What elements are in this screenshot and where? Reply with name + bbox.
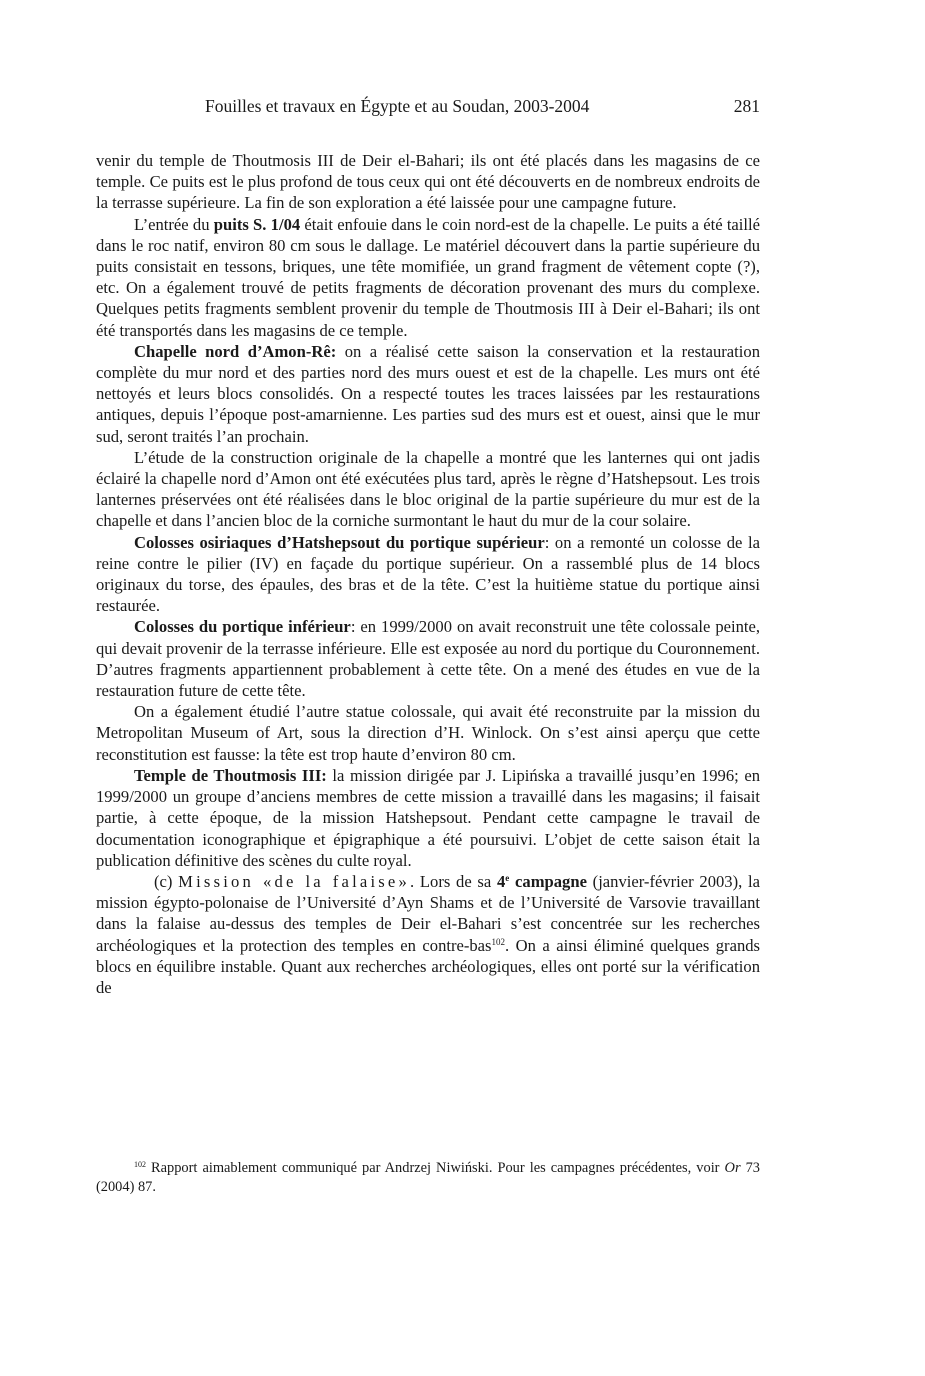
paragraph-statue-colossale: On a également étudié l’autre statue colossale, qui avait été reconstruite par la mission du Metropolitan Museum of Art, sous la direction d’H. Winlock. On s’est ainsi aperçu que cette reconstitution est fausse: la tête est trop haute d’environ 80 cm. (96, 702, 760, 764)
paragraph-mission-falaise: (c) Mission «de la falaise». Lors de sa 4e campagne (janvier-février 2003), la mission égypto-polonaise de l’Université d’Ayn Shams et de l’Université de Varsovie travaillant dans la falaise au-dessus des temples de Deir el-Bahari s’est concentrée sur les recherches archéologiques et la protection des temples en contre-bas$^{102}$. On a ainsi éliminé quelques grands blocs en équilibre instable. Quant aux recherches archéologiques, elles ont porté sur la vérification de (96, 871, 760, 997)
paragraph-colosses-osiriaques: Colosses osiriaques d’Hatshepsout du portique supérieur: on a remonté un colosse de la reine contre le pilier (IV) en façade du portique supérieur. On a rassemblé plus de 14 blocs originaux du torse, des épaules, des bras et de la tête. C’est la huitième statue du portique ainsi restaurée. (96, 532, 760, 616)
paragraph-lanternes: L’étude de la construction originale de la chapelle a montré que les lanternes qui ont jadis éclairé la chapelle nord d’Amon ont été exécutées plus tard, après le règne d’Hatshepsout. Les trois lanternes préservées ont été réalisées dans le bloc original de la partie supérieure du mur est de la chapelle et dans l’ancien bloc de la corniche surmontant le haut du mur de la cour solaire. (96, 447, 760, 531)
heading-colosses-osiriaques: Colosses osiriaques d’Hatshepsout du portique supérieur (134, 532, 545, 552)
running-head (205, 94, 760, 118)
paragraph-chapelle: Chapelle nord d’Amon-Rê: on a réalisé cette saison la conservation et la restauration complète du mur nord et des parties nord des murs ouest et est de la chapelle. Les murs ont été nettoyés et leurs blocs consolidés. On a respecté toutes les traces laissées par les restaurations antiques, depuis l’époque post-amarnienne. Les parties sud des murs est et ouest, ainsi que le mur sud, seront traités l’an prochain. (96, 341, 760, 446)
campaign-number: 4e campagne (497, 871, 587, 891)
heading-temple-thoutmosis: Temple de Thoutmosis III: (134, 765, 327, 785)
paragraph-colosses-inferieur: Colosses du portique inférieur: en 1999/2000 on avait reconstruit une tête colossale peinte, qui devait provenir de la terrasse inférieure. Elle est exposée au nord du portique du Couronnement. D’autres fragments appartiennent probablement à cette tête. On a mené des études en vue de la restauration future de cette tête. (96, 617, 761, 701)
paragraph-puits: L’entrée du puits S. 1/04 était enfouie dans le coin nord-est de la chapelle. Le puits a été taillé dans le roc natif, environ 80 cm sous le dallage. Le matériel découvert dans la partie supérieure du puits consistait en tessons, briques, une tête momifiée, un grand fragment de vêtement copte (?), etc. On a également trouvé de petits fragments de décoration provenant des murs du complexe. Quelques petits fragments semblent provenir du temple de Thoutmosis III à Deir el-Bahari; ils ont été transportés dans les magasins de ce temple. (96, 214, 760, 340)
section-label: (c) (154, 871, 173, 891)
running-title: Fouilles et travaux en Égypte et au Soudan, 2003-2004 (205, 96, 590, 116)
paragraph-temple-thoutmosis: Temple de Thoutmosis III: la mission dirigée par J. Lipińska a travaillé jusqu’en 1996; en 1999/2000 un groupe d’anciens membres de cette mission a travaillé dans les magasins; il faisait partie, à cette époque, de la mission Hatshepsout. Pendant cette campagne le travail de documentation iconographique et épigraphique a été poursuivi. L’objet de cette saison était la publication définitive des scènes du culte royal. (96, 765, 760, 870)
journal-abbreviation: Or (724, 1160, 741, 1176)
paragraph-continuation: venir du temple de Thoutmosis III de Deir el-Bahari; ils ont été placés dans les magasins de ce temple. Ce puits est le plus profond de tous ceux qui ont été découverts en de nombreux endroits de la terrasse supérieure. La fin de son exploration a été laissée pour une campagne future. (96, 151, 760, 213)
page-number: 281 (733, 96, 760, 116)
heading-chapelle: Chapelle nord d’Amon-Rê: (134, 341, 337, 361)
body-text (96, 150, 760, 998)
footnote-number: 102 (134, 1160, 146, 1169)
heading-puits: puits S. 1/04 (213, 214, 301, 234)
footnote: $^{102}$ Rapport aimablement communiqué par Andrzej Niwiński. Pour les campagnes précédentes, voir Or 73 (2004) 87. (96, 1160, 760, 1195)
heading-mission-falaise: Mission «de la falaise» (178, 871, 410, 891)
footnote-reference[interactable]: 102 (491, 936, 506, 947)
heading-colosses-inferieur: Colosses du portique inférieur (134, 617, 351, 637)
